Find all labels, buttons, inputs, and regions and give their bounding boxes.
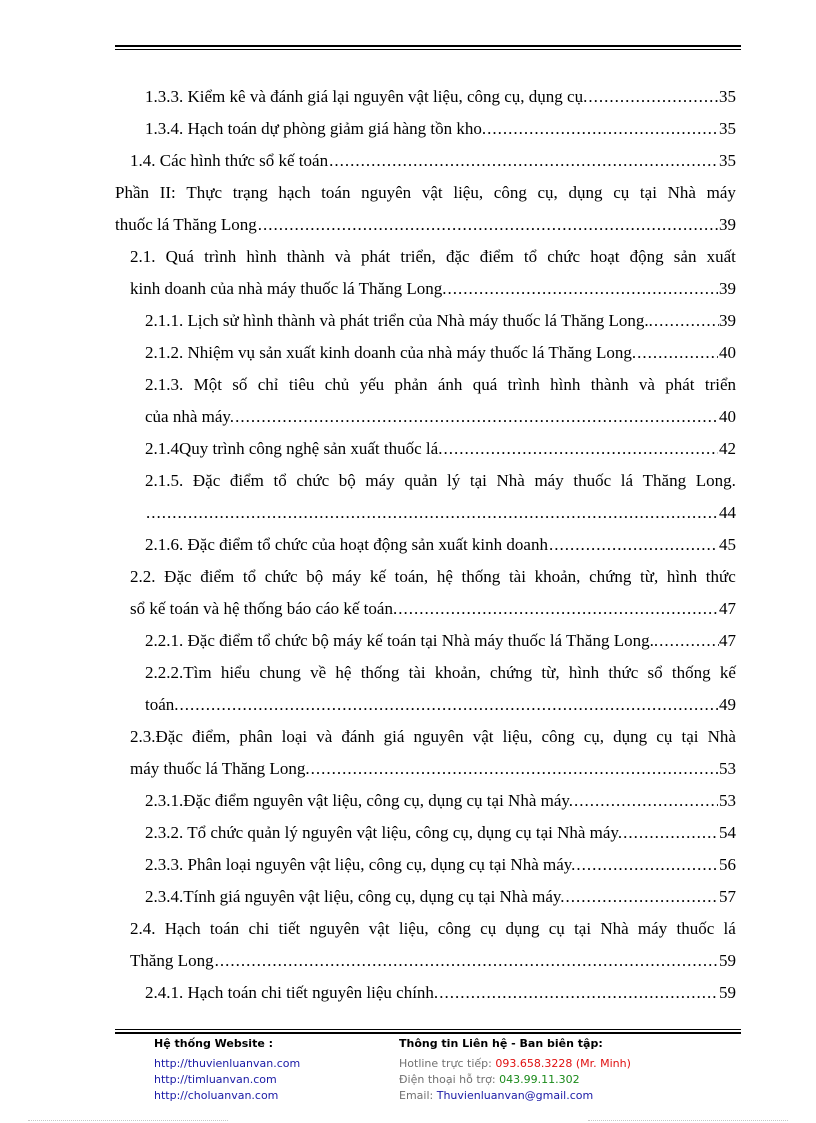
toc-entry-title: 2.3.4.Tính giá nguyên vật liệu, công cụ, dụng cụ tại Nhà máy. [145,887,565,906]
toc-entry-title: máy thuốc lá Thăng Long. [130,759,310,778]
toc-entry-2-3-cont[interactable] [130,759,736,779]
toc-word: loại [281,727,308,746]
toc-word: thống [671,663,711,682]
toc-word: Long. [695,471,736,490]
toc-word: quá [472,375,498,394]
toc-word: chức [264,567,298,586]
toc-word: vật [421,183,443,202]
toc-entry-page: 39 [719,311,736,330]
toc-word: thành [590,375,629,394]
toc-word: phản [394,375,428,394]
toc-word: nguyên [413,727,464,746]
toc-word: toán [321,183,351,202]
toc-word: thức [608,663,639,682]
toc-word: hình [550,375,581,394]
toc-entry-2-2-cont[interactable] [130,599,736,619]
toc-entry-title: thuốc lá Thăng Long [115,215,257,234]
toc-entry-title: 2.3.2. Tổ chức quản lý nguyên vật liệu, công cụ, dụng cụ tại Nhà máy. [145,823,623,842]
toc-word: Thực [186,183,223,202]
toc-word: và [334,247,351,266]
toc-word: chi [248,919,270,938]
toc-word: hình [246,247,277,266]
toc-entry-2-2-2-cont[interactable] [145,695,736,715]
toc-entry-page: 35 [719,87,736,106]
toc-word: 2.4. [130,919,156,938]
toc-word: nguyên [309,919,360,938]
toc-word: dụng [613,727,648,746]
toc-word: máy [637,919,668,938]
footer-email-label: Email: [399,1089,434,1102]
toc-word: chứng [589,567,632,586]
toc-word: toán [209,919,240,938]
toc-word: đánh [341,727,375,746]
footer-email [399,1088,631,1104]
toc-entry-2-1-1[interactable] [145,311,736,331]
toc-entry-title: của nhà máy. [145,407,235,426]
toc-word: tài [508,567,526,586]
toc-word: công [437,919,471,938]
toc-word: cụ, [583,727,605,746]
footer-website-title: Hệ thống Website : [154,1037,274,1050]
toc-entry-1-4[interactable] [130,151,736,171]
toc-word: dụng [568,183,603,202]
toc-word: xuất [706,247,736,266]
toc-entry-2-2-1[interactable] [145,631,736,651]
toc-word: 2.2.2.Tìm [145,663,212,682]
toc-word: chức [547,247,581,266]
toc-word: lá [620,471,634,490]
toc-word: vật [472,727,494,746]
bottom-dotted-line-right [588,1120,788,1121]
toc-word: lý [447,471,461,490]
toc-word: số [232,375,248,394]
toc-entry-title: 1.4. Các hình thức sổ kế toán [130,151,329,170]
toc-word: công [493,183,527,202]
toc-word: Nhà [707,727,736,746]
footer-hotline-label: Hotline trực tiếp: [399,1057,492,1070]
toc-entry-1-3-3[interactable] [145,87,736,107]
toc-word: 2.1.3. [145,375,184,394]
toc-word: tại [574,919,592,938]
toc-word: từ, [640,567,659,586]
toc-entry-title: 2.1.4Quy trình công nghệ sản xuất thuốc lá. [145,439,443,458]
toc-word: điểm [479,247,514,266]
footer-websites [154,1037,300,1104]
toc-word: Thăng [642,471,687,490]
footer-link-choluanvan[interactable]: http://choluanvan.com [154,1089,279,1102]
toc-word: Đặc [164,567,192,586]
toc-entry-2-1-4[interactable] [145,439,736,459]
toc-word: và [316,727,333,746]
toc-word: hệ [436,567,453,586]
toc-word: thuốc [573,471,612,490]
toc-entry-title: 1.3.3. Kiểm kê và đánh giá lại nguyên vật liệu, công cụ, dụng cụ. [145,87,588,106]
toc-word: 2.1.5. [145,471,184,490]
toc-entry-title: 2.3.1.Đặc điểm nguyên vật liệu, công cụ, dụng cụ tại Nhà máy. [145,791,574,810]
toc-word: tiêu [288,375,315,394]
toc-word: phát [360,247,391,266]
toc-word: bộ [338,471,356,490]
toc-word: cụ [656,727,673,746]
toc-word: ánh [437,375,463,394]
toc-entry-2-3-3[interactable] [145,855,736,875]
toc-entry-2-1-3[interactable] [145,375,736,395]
toc-word: hình [666,567,698,586]
toc-word: thức [705,567,736,586]
toc-word: liệu, [502,727,533,746]
toc-word: cụ [613,183,630,202]
toc-word: điểm [200,567,235,586]
toc-word: hoạt [590,247,620,266]
footer-contact-title: Thông tin Liên hệ - Ban biên tập: [399,1037,603,1050]
toc-entry-page: 54 [719,823,736,842]
toc-word: Phần [115,183,149,202]
toc-entry-title: Thăng Long [130,951,214,970]
toc-entry-2-2[interactable] [130,567,736,587]
toc-word: đặc [445,247,470,266]
toc-word: phân [239,727,273,746]
toc-word: giá [383,727,405,746]
toc-entry-page: 59 [719,951,736,970]
toc-word: liệu, [398,919,429,938]
toc-entry-2-3-1[interactable] [145,791,736,811]
toc-word: tại [681,727,699,746]
footer-support-value[interactable]: 043.99.11.302 [499,1073,580,1086]
toc-word: phát [665,375,695,394]
toc-entry-page: 47 [719,599,736,618]
toc-word: điểm [229,471,264,490]
toc-word: yếu [359,375,385,394]
toc-word: triển [704,375,736,394]
toc-entry-page: 57 [719,887,736,906]
toc-entry-2-4-cont[interactable] [130,951,736,971]
toc-entry-page: 35 [719,151,736,170]
toc-word: quản [404,471,438,490]
toc-entry-2-3-4[interactable] [145,887,736,907]
toc-entry-2-1-cont[interactable] [130,279,736,299]
toc-word: chứng [489,663,533,682]
toc-word: công [541,727,575,746]
toc-word: triển, [400,247,436,266]
toc-word: trình [507,375,540,394]
toc-word: thống [360,663,400,682]
toc-entry-title: 2.1.2. Nhiệm vụ sản xuất kinh doanh của nhà máy thuốc lá Thăng Long. [145,343,637,362]
toc-word: hạch [278,183,311,202]
toc-entry-2-1-5[interactable] [145,471,736,491]
toc-entry-page: 49 [719,695,736,714]
toc-entry-page: 40 [719,343,736,362]
footer-link-thuvienluanvan[interactable]: http://thuvienluanvan.com [154,1057,301,1070]
toc-word: 2.2. [130,567,156,586]
toc-word: tiết [278,919,301,938]
toc-word: sản [673,247,697,266]
toc-entry-title: 2.2.1. Đặc điểm tổ chức bộ máy kế toán tại Nhà máy thuốc lá Thăng Long. [145,631,654,650]
toc-entry-title: kinh doanh của nhà máy thuốc lá Thăng Long. [130,279,447,298]
footer-email-value[interactable]: Thuvienluanvan@gmail.com [436,1089,594,1102]
toc-word: chủ [324,375,350,394]
toc-entry-2-1-6[interactable] [145,535,736,555]
toc-entry-title: toán. [145,695,179,714]
toc-entry-page: 56 [719,855,736,874]
toc-word: Nhà [667,183,696,202]
toc-word: trình [204,247,237,266]
toc-entry-2-3[interactable] [130,727,736,747]
toc-word: bộ [306,567,324,586]
toc-entry-page: 53 [719,759,736,778]
toc-word: chức [296,471,330,490]
toc-word: chung [259,663,301,682]
toc-word: tại [469,471,487,490]
toc-entry-title: 2.1.1. Lịch sử hình thành và phát triển của Nhà máy thuốc lá Thăng Long. [145,311,649,330]
toc-entry-page: 53 [719,791,736,810]
toc-entry-page: 39 [719,215,736,234]
toc-word: máy [331,567,362,586]
toc-word: tổ [242,567,257,586]
toc-word: hình [568,663,600,682]
toc-word: chỉ [257,375,279,394]
toc-word: cụ, [537,183,558,202]
toc-entry-title: sổ kế toán và hệ thống báo cáo kế toán. [130,599,398,618]
toc-word: điểm, [192,727,231,746]
toc-entry-page: 44 [719,503,736,522]
toc-entry-page: 35 [719,119,736,138]
toc-word: lá [723,919,736,938]
toc-word: kế [719,663,736,682]
toc-entry-page: 39 [719,279,736,298]
toc-entry-1-3-4[interactable] [145,119,736,139]
toc-entry-part-2-cont[interactable] [115,215,736,235]
toc-entry-2-1[interactable] [130,247,736,267]
footer-rule [115,1029,741,1034]
toc-word: nguyên [361,183,412,202]
toc-word: tổ [523,247,538,266]
toc-word: liệu, [453,183,484,202]
toc-word: thống [461,567,501,586]
footer-support [399,1072,631,1088]
toc-word: thuốc [676,919,715,938]
toc-entry-page: 45 [719,535,736,554]
toc-word: 2.3.Đặc [130,727,183,746]
toc-word: từ, [541,663,560,682]
toc-word: tổ [273,471,287,490]
toc-entry-page: 47 [719,631,736,650]
toc-word: II: [159,183,176,202]
footer-hotline-value[interactable]: 093.658.3228 (Mr. Minh) [495,1057,631,1070]
toc-word: toán, [394,567,429,586]
toc-entry-title: 2.4.1. Hạch toán chi tiết nguyên liệu chính. [145,983,439,1002]
footer-support-label: Điện thoại hỗ trợ: [399,1073,496,1086]
toc-word: vật [368,919,390,938]
toc-word: Một [193,375,222,394]
toc-word: về [310,663,327,682]
toc-entry-page: 40 [719,407,736,426]
toc-word: khoản, [534,567,581,586]
toc-word: dụng [505,919,540,938]
toc-word: Nhà [600,919,629,938]
footer-contact [399,1037,631,1104]
toc-entry-page: 59 [719,983,736,1002]
toc-word: hiểu [220,663,251,682]
toc-word: máy [365,471,395,490]
toc-entry-title: 2.1.6. Đặc điểm tổ chức của hoạt động sản xuất kinh doanh [145,535,548,554]
toc-entry-2-4-1[interactable] [145,983,736,1003]
toc-entry-2-1-5-cont[interactable] [145,503,736,523]
toc-entry-title: 1.3.4. Hạch toán dự phòng giảm giá hàng tồn kho. [145,119,487,138]
toc-word: và [638,375,655,394]
toc-word: máy [706,183,736,202]
toc-word: cụ [548,919,565,938]
toc-word: khoản, [434,663,481,682]
footer-hotline [399,1056,631,1072]
toc-word: tài [408,663,426,682]
toc-entry-2-1-2[interactable] [145,343,736,363]
toc-entry-2-2-2[interactable] [145,663,736,683]
toc-entry-page: 42 [719,439,736,458]
toc-word: Nhà [496,471,525,490]
toc-word: kế [369,567,386,586]
toc-word: tại [639,183,657,202]
toc-entry-2-1-3-cont[interactable] [145,407,736,427]
toc-word: cụ [480,919,497,938]
toc-entry-2-3-2[interactable] [145,823,736,843]
toc-word: trạng [232,183,268,202]
toc-entry-part-2[interactable] [115,183,736,203]
toc-word: thành [286,247,325,266]
toc-word: Quá [165,247,194,266]
toc-entry-2-4[interactable] [130,919,736,939]
toc-word: Đặc [192,471,221,490]
toc-word: động [629,247,664,266]
toc-word: sổ [647,663,663,682]
header-rule [115,45,741,50]
toc-word: Hạch [164,919,201,938]
toc-word: hệ [335,663,352,682]
toc-word: máy [534,471,564,490]
toc-entry-title: 2.3.3. Phân loại nguyên vật liệu, công cụ, dụng cụ tại Nhà máy. [145,855,576,874]
footer-link-timluanvan[interactable]: http://timluanvan.com [154,1073,277,1086]
bottom-dotted-line-left [28,1120,228,1121]
toc-word: 2.1. [130,247,156,266]
